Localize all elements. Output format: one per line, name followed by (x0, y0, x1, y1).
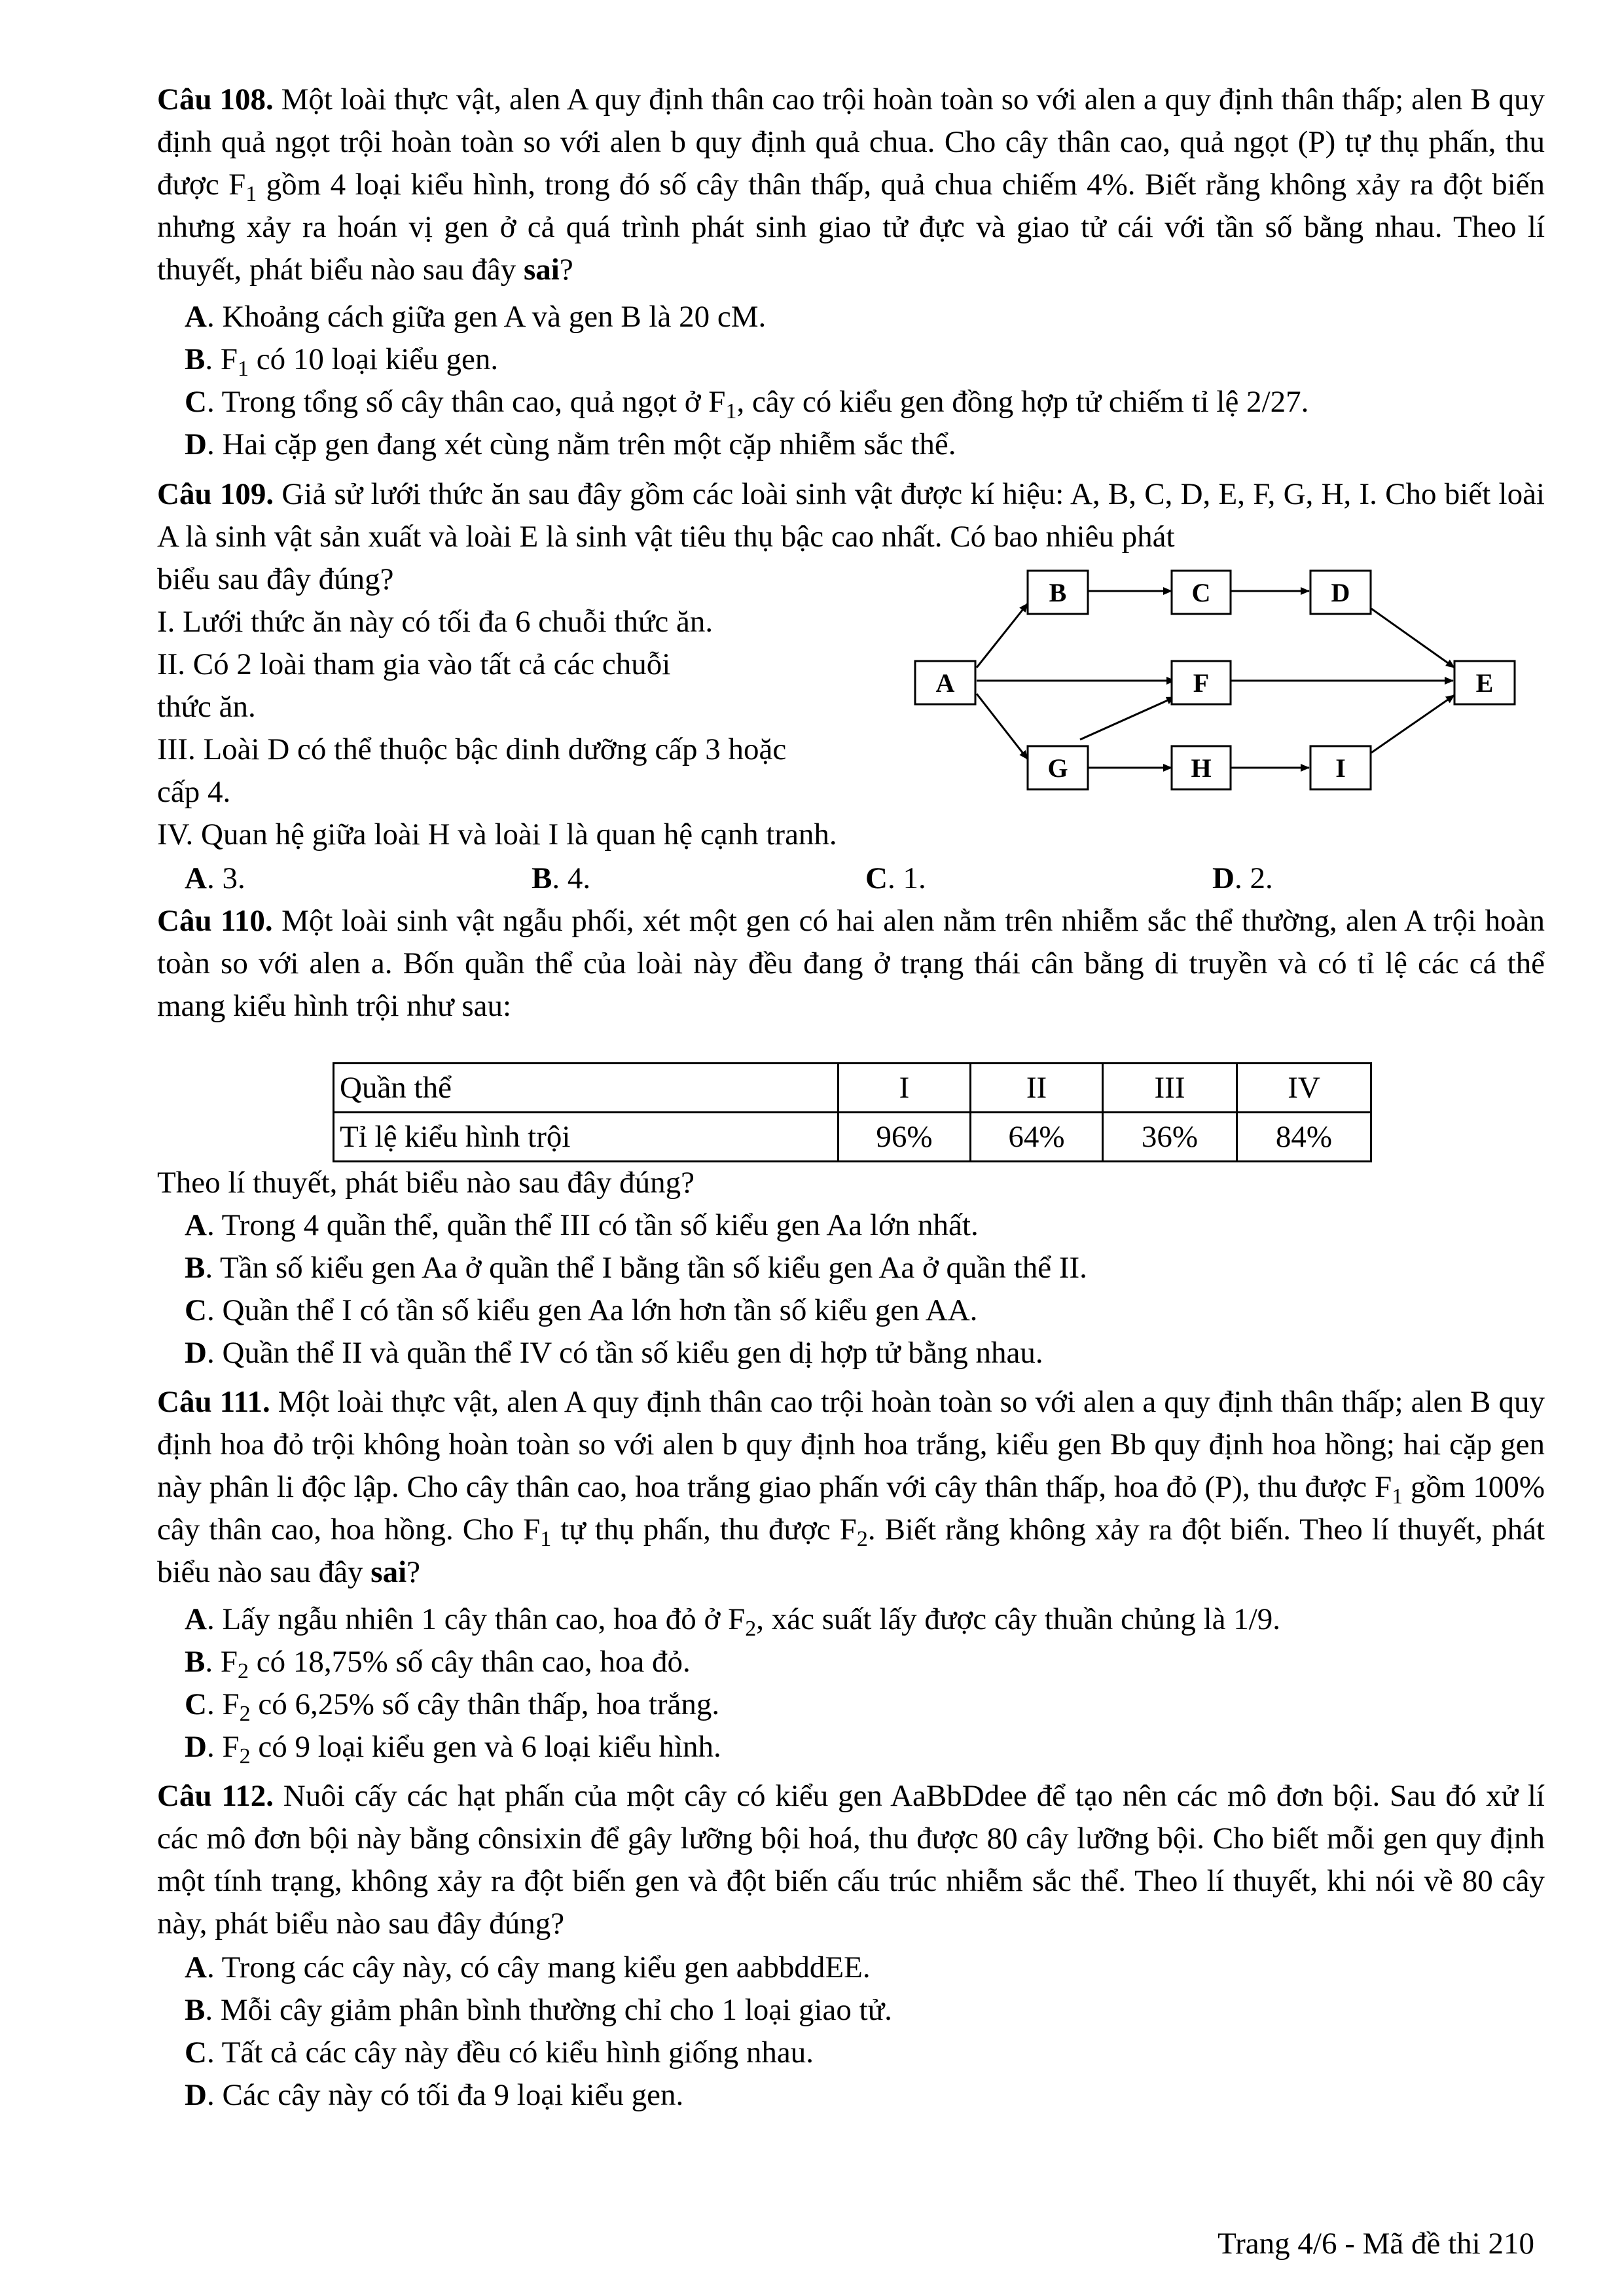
table-row (334, 1113, 1371, 1162)
q111-option-c: C. $F_2$ có 6,25% số cây thân thấp, hoa trắng. (185, 1687, 720, 1726)
q110-option-a: A. Trong 4 quần thể, quần thể III có tần số kiểu gen Aa lớn nhất. (185, 1208, 979, 1242)
food-web-diagram (897, 563, 1519, 812)
table-cell: II (971, 1064, 1103, 1113)
q111-stem: Câu 111. Một loài thực vật, alen A quy định thân cao trội hoàn toàn so với alen a quy định thân thấp; alen B quy định hoa đỏ trội không hoàn toàn so với alen b quy định hoa trắng, kiểu gen Bb quy định hoa hồng; hai cặp gen này phân li độc lập. Cho cây thân cao, hoa trắng giao phấn với cây thân thấp, hoa đỏ (P), thu được $F_1$ gồm 100% cây thân cao, hoa hồng. Cho $F_1$ tự thụ phấn, thu được $F_2$. Biết rằng không xảy ra đột biến. Theo lí thuyết, phát biểu nào sau đây sai? (157, 1385, 1545, 1589)
q109-statement-4: IV. Quan hệ giữa loài H và loài I là quan hệ cạnh tranh. (157, 817, 837, 852)
node-g-label: G (1047, 753, 1068, 783)
table-cell: 64% (971, 1113, 1103, 1162)
q108-option-b: B. $F_1$ có 10 loại kiểu gen. (185, 342, 499, 381)
table-cell: 96% (839, 1113, 971, 1162)
node-f-label: F (1193, 668, 1210, 698)
edge-a-b (977, 603, 1028, 668)
q112-stem: Câu 112. Nuôi cấy các hạt phấn của một cây có kiểu gen AaBbDdee để tạo nên các mô đơn bội. Sau đó xử lí các mô đơn bội này bằng cônsixin để gây lưỡng bội hoá, thu được 80 cây lưỡng bội. Cho biết mỗi gen quy định một tính trạng, không xảy ra đột biến gen và đột biến cấu trúc nhiễm sắc thể. Theo lí thuyết, khi nói về 80 cây này, phát biểu nào sau đây đúng? (157, 1779, 1545, 1941)
q111-label: Câu 111. (157, 1385, 270, 1419)
q108-option-d: D. Hai cặp gen đang xét cùng nằm trên một cặp nhiễm sắc thể. (185, 427, 956, 461)
table-cell: I (839, 1064, 971, 1113)
q112-label: Câu 112. (157, 1779, 274, 1813)
q109-statement-3-cont: cấp 4. (157, 775, 231, 809)
q110-label: Câu 110. (157, 904, 273, 938)
node-i-label: I (1335, 753, 1346, 783)
q110-option-d: D. Quần thể II và quần thể IV có tần số kiểu gen dị hợp tử bằng nhau. (185, 1336, 1043, 1370)
table-cell: Tỉ lệ kiểu hình trội (334, 1113, 839, 1162)
node-a-label: A (935, 668, 955, 698)
q112-option-a: A. Trong các cây này, có cây mang kiểu gen aabbddEE. (185, 1950, 871, 1984)
table-cell: Quần thể (334, 1064, 839, 1113)
q110-option-b: B. Tần số kiểu gen Aa ở quần thể I bằng tần số kiểu gen Aa ở quần thể II. (185, 1251, 1087, 1285)
q109-statement-1: I. Lưới thức ăn này có tối đa 6 chuỗi thức ăn. (157, 605, 713, 639)
edge-i-e (1371, 695, 1454, 753)
q111-option-a: A. Lấy ngẫu nhiên 1 cây thân cao, hoa đỏ ở $F_2$, xác suất lấy được cây thuần chủng là 1/9. (185, 1602, 1281, 1641)
q111-option-b: B. $F_2$ có 18,75% số cây thân cao, hoa đỏ. (185, 1645, 691, 1683)
table-cell: 84% (1237, 1113, 1371, 1162)
table-cell: 36% (1103, 1113, 1237, 1162)
q108-label: Câu 108. (157, 82, 274, 117)
table-cell: IV (1237, 1064, 1371, 1113)
q109-option-a: A. 3. (185, 861, 245, 895)
q112-option-c: C. Tất cả các cây này đều có kiểu hình giống nhau. (185, 2036, 814, 2070)
q109-option-d: D. 2. (1212, 861, 1273, 895)
edge-d-e (1371, 609, 1454, 668)
q109-statement-2: II. Có 2 loài tham gia vào tất cả các chuỗi (157, 647, 671, 681)
q112-option-b: B. Mỗi cây giảm phân bình thường chỉ cho 1 loại giao tử. (185, 1993, 892, 2027)
q111-option-d: D. $F_2$ có 9 loại kiểu gen và 6 loại kiểu hình. (185, 1730, 721, 1768)
q110-question: Theo lí thuyết, phát biểu nào sau đây đúng? (157, 1166, 695, 1200)
q109-statement-3: III. Loài D có thể thuộc bậc dinh dưỡng cấp 3 hoặc (157, 732, 787, 766)
node-d-label: D (1331, 578, 1350, 607)
q109-stem-end: biểu sau đây đúng? (157, 562, 394, 596)
q108-option-c: C. Trong tổng số cây thân cao, quả ngọt ở $F_1$, cây có kiểu gen đồng hợp tử chiếm tỉ lệ 2/27. (185, 385, 1309, 423)
page-footer: Trang 4/6 - Mã đề thi 210 (1218, 2227, 1534, 2261)
q109-stem: Câu 109. Giả sử lưới thức ăn sau đây gồm các loài sinh vật được kí hiệu: A, B, C, D, E, F, G, H, I. Cho biết loài A là sinh vật sản xuất và loài E là sinh vật tiêu thụ bậc cao nhất. Có bao nhiêu phát (157, 477, 1545, 554)
q109-statement-2-cont: thức ăn. (157, 690, 256, 724)
node-h-label: H (1191, 753, 1212, 783)
node-e-label: E (1475, 668, 1494, 698)
q112-option-d: D. Các cây này có tối đa 9 loại kiểu gen. (185, 2078, 684, 2112)
table-cell: III (1103, 1064, 1237, 1113)
q109-option-c: C. 1. (865, 861, 926, 895)
q109-option-b: B. 4. (532, 861, 591, 895)
node-c-label: C (1191, 578, 1211, 607)
q108-stem: Câu 108. Một loài thực vật, alen A quy định thân cao trội hoàn toàn so với alen a quy định thân thấp; alen B quy định quả ngọt trội hoàn toàn so với alen b quy định quả chua. Cho cây thân cao, quả ngọt (P) tự thụ phấn, thu được $F_1$ gồm 4 loại kiểu hình, trong đó số cây thân thấp, quả chua chiếm 4%. Biết rằng không xảy ra đột biến nhưng xảy ra hoán vị gen ở cả quá trình phát sinh giao tử đực và giao tử cái với tần số bằng nhau. Theo lí thuyết, phát biểu nào sau đây sai? (157, 82, 1545, 287)
edge-a-g (977, 694, 1028, 759)
table-row (334, 1064, 1371, 1113)
q110-table (333, 1062, 1372, 1162)
q110-stem: Câu 110. Một loài sinh vật ngẫu phối, xét một gen có hai alen nằm trên nhiễm sắc thể thường, alen A trội hoàn toàn so với alen a. Bốn quần thể của loài này đều đang ở trạng thái cân bằng di truyền và có tỉ lệ các cá thể mang kiểu hình trội như sau: (157, 904, 1545, 1023)
q108-option-a: A. Khoảng cách giữa gen A và gen B là 20 cM. (185, 300, 767, 334)
edge-g-f (1080, 697, 1175, 740)
q109-label: Câu 109. (157, 477, 274, 511)
q110-option-c: C. Quần thể I có tần số kiểu gen Aa lớn hơn tần số kiểu gen AA. (185, 1293, 978, 1327)
node-b-label: B (1049, 578, 1067, 607)
